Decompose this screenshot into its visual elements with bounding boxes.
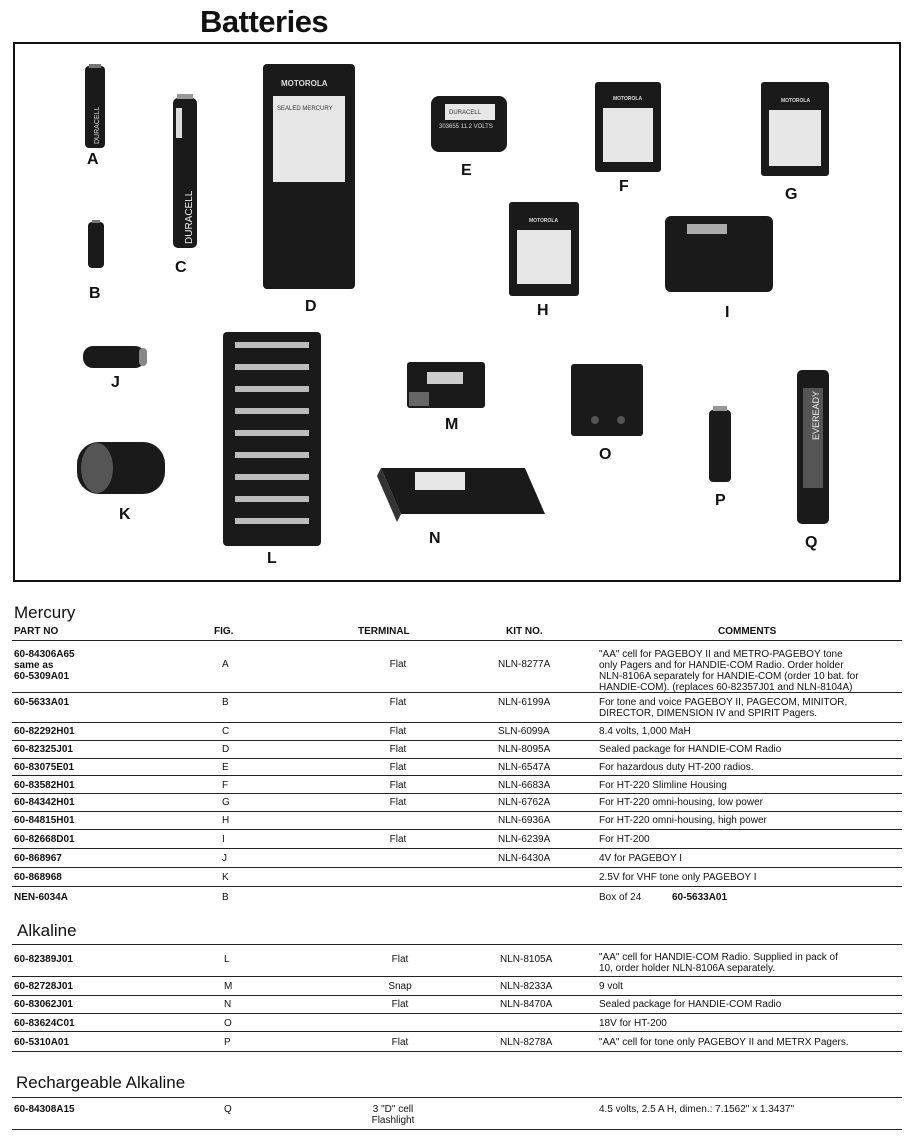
- cell-kit: NLN-6199A: [498, 697, 551, 708]
- battery-l: [223, 332, 321, 546]
- cell-part: 60-82389J01: [14, 954, 73, 965]
- cell-kit: NLN-6239A: [498, 834, 551, 845]
- battery-i: [665, 216, 773, 292]
- cell-fig: B: [222, 697, 229, 708]
- row-rule: [12, 829, 902, 830]
- cell-fig: B: [222, 892, 229, 903]
- row-rule: [12, 867, 902, 868]
- cell-terminal: Flat: [389, 659, 407, 670]
- cell-fig: J: [222, 853, 227, 864]
- cell-fig: E: [222, 762, 229, 773]
- cell-terminal: Flat: [391, 954, 409, 965]
- fig-label-f: F: [619, 178, 629, 195]
- cell-terminal: Flat: [389, 780, 407, 791]
- cell-fig: P: [224, 1037, 231, 1048]
- battery-photo-panel: [13, 42, 901, 582]
- cell-part: 60-83075E01: [14, 762, 75, 773]
- cell-kit: NLN-6547A: [498, 762, 551, 773]
- cell-terminal: 3 "D" cell Flashlight: [371, 1104, 415, 1126]
- fig-label-k: K: [119, 506, 131, 523]
- cell-part: 60-83624C01: [14, 1018, 75, 1029]
- col-header-kit-no: KIT NO.: [506, 626, 543, 637]
- cell-fig: N: [224, 999, 232, 1010]
- cell-part: 60-5310A01: [14, 1037, 70, 1048]
- fig-label-h: H: [537, 302, 549, 319]
- row-rule: [12, 886, 902, 887]
- cell-comments: For hazardous duty HT-200 radios.: [599, 762, 754, 773]
- row-rule: [12, 740, 902, 741]
- cell-kit: NLN-6762A: [498, 797, 551, 808]
- fig-label-d: D: [305, 298, 317, 315]
- cell-terminal: Flat: [389, 762, 407, 773]
- fig-label-j: J: [111, 374, 120, 391]
- section-rule: [12, 944, 902, 945]
- cell-part: 60-82325J01: [14, 744, 73, 755]
- row-rule: [12, 775, 902, 776]
- cell-part: 60-868967: [14, 853, 62, 864]
- battery-d-brand: MOTOROLA: [281, 79, 328, 88]
- fig-label-n: N: [429, 530, 441, 547]
- cell-kit: NLN-8470A: [500, 999, 553, 1010]
- cell-comments: 4V for PAGEBOY I: [599, 853, 682, 864]
- cell-comments: 9 volt: [599, 981, 623, 992]
- cell-kit: NLN-8105A: [500, 954, 553, 965]
- cell-part: 60-5633A01: [14, 697, 70, 708]
- cell-terminal: Flat: [391, 999, 409, 1010]
- battery-f: [595, 82, 661, 172]
- battery-n: [377, 468, 545, 522]
- cell-fig: A: [222, 659, 229, 670]
- col-header-part-no: PART NO: [14, 626, 59, 637]
- col-header-comments: COMMENTS: [718, 626, 777, 637]
- cell-part: 60-84308A15: [14, 1104, 75, 1115]
- battery-q-brand: EVEREADY: [811, 390, 821, 440]
- row-rule: [12, 811, 902, 812]
- cell-comments: "AA" cell for HANDIE-COM Radio. Supplied in pack of 10, order holder NLN-8106A separately.: [599, 952, 838, 974]
- cell-terminal: Snap: [388, 981, 412, 992]
- row-rule: [12, 722, 902, 723]
- cell-fig: C: [222, 726, 230, 737]
- battery-a: [85, 64, 105, 148]
- cell-comments: "AA" cell for PAGEBOY II and METRO-PAGEBOY tone only Pagers and for HANDIE-COM Radio. Order holder NLN-8106A separately for HANDIE-COM (order 10 bat. for HANDIE-COM). (replaces 60-82357J01 and NLN-8104A): [599, 649, 859, 693]
- cell-terminal: Flat: [389, 834, 407, 845]
- fig-label-p: P: [715, 492, 726, 509]
- row-rule: [12, 995, 902, 996]
- cell-part: NEN-6034A: [14, 892, 68, 903]
- cell-comments: 8.4 volts, 1,000 MaH: [599, 726, 691, 737]
- battery-h-brand: MOTOROLA: [529, 218, 559, 224]
- row-rule: [12, 1129, 902, 1130]
- battery-g: [761, 82, 829, 176]
- cell-fig: L: [224, 954, 230, 965]
- cell-terminal: Flat: [389, 797, 407, 808]
- cell-part: 60-84342H01: [14, 797, 75, 808]
- cell-comments: 2.5V for VHF tone only PAGEBOY I: [599, 872, 757, 883]
- fig-label-q: Q: [805, 534, 818, 551]
- cell-part: 60-84815H01: [14, 815, 75, 826]
- fig-label-a: A: [87, 151, 99, 168]
- cell-part: 60-82728J01: [14, 981, 73, 992]
- battery-d: [263, 64, 355, 289]
- row-rule: [12, 976, 902, 977]
- cell-comments: 18V for HT-200: [599, 1018, 667, 1029]
- fig-label-g: G: [785, 186, 798, 203]
- col-header-terminal: TERMINAL: [358, 626, 410, 637]
- section-title-rechargeable-alkaline: Rechargeable Alkaline: [16, 1073, 186, 1092]
- cell-comments: Sealed package for HANDIE-COM Radio: [599, 744, 782, 755]
- battery-e: [431, 96, 507, 152]
- battery-c: [173, 94, 197, 248]
- cell-kit: SLN-6099A: [498, 726, 550, 737]
- col-header-fig: FIG.: [214, 626, 234, 637]
- cell-comments: Box of 24: [599, 892, 642, 903]
- row-rule: [12, 1051, 902, 1052]
- battery-p: [709, 406, 731, 482]
- cell-terminal: Flat: [389, 744, 407, 755]
- fig-label-m: M: [445, 416, 459, 433]
- fig-label-o: O: [599, 446, 612, 463]
- cell-part: 60-82292H01: [14, 726, 75, 737]
- cell-kit: NLN-8233A: [500, 981, 553, 992]
- row-rule: [12, 793, 902, 794]
- cell-fig: H: [222, 815, 230, 826]
- cell-terminal: Flat: [389, 697, 407, 708]
- row-rule: [12, 1031, 902, 1032]
- cell-fig: I: [222, 834, 225, 845]
- fig-label-i: I: [725, 304, 730, 321]
- battery-d-label: SEALED MERCURY: [277, 106, 333, 112]
- cell-terminal: Flat: [389, 726, 407, 737]
- fig-label-c: C: [175, 259, 187, 276]
- cell-comments-part-ref: 60-5633A01: [672, 892, 728, 903]
- battery-e-brand: DURACELL: [449, 110, 482, 116]
- row-rule: [12, 692, 902, 693]
- cell-kit: NLN-6683A: [498, 780, 551, 791]
- cell-kit: NLN-8278A: [500, 1037, 553, 1048]
- cell-comments: "AA" cell for tone only PAGEBOY II and METRX Pagers.: [599, 1037, 849, 1048]
- row-rule: [12, 758, 902, 759]
- battery-o: [571, 364, 643, 436]
- cell-fig: O: [224, 1018, 232, 1029]
- row-rule: [12, 848, 902, 849]
- cell-fig: F: [222, 780, 229, 791]
- cell-part: 60-868968: [14, 872, 62, 883]
- battery-k: [77, 442, 165, 494]
- cell-part: 60-83062J01: [14, 999, 73, 1010]
- cell-fig: K: [222, 872, 229, 883]
- battery-c-brand: DURACELL: [184, 190, 195, 244]
- row-rule: [12, 1013, 902, 1014]
- cell-part: 60-82668D01: [14, 834, 75, 845]
- fig-label-l: L: [267, 550, 277, 567]
- battery-a-brand: DURACELL: [94, 106, 101, 144]
- section-title-mercury: Mercury: [14, 603, 76, 622]
- battery-j: [83, 346, 147, 368]
- cell-kit: NLN-8277A: [498, 659, 551, 670]
- battery-f-brand: MOTOROLA: [613, 96, 643, 102]
- fig-label-b: B: [89, 285, 101, 302]
- battery-illustrations: [15, 44, 899, 580]
- header-rule: [12, 640, 902, 641]
- cell-fig: M: [224, 981, 233, 992]
- cell-part: 60-84306A65 same as 60-5309A01: [14, 649, 75, 682]
- cell-comments: For tone and voice PAGEBOY II, PAGECOM, MINITOR, DIRECTOR, DIMENSION IV and SPIRIT Pagers.: [599, 697, 848, 719]
- cell-kit: NLN-6430A: [498, 853, 551, 864]
- cell-fig: D: [222, 744, 230, 755]
- page-title: Batteries: [200, 4, 329, 39]
- cell-comments: For HT-220 omni-housing, low power: [599, 797, 763, 808]
- battery-g-brand: MOTOROLA: [781, 98, 811, 104]
- battery-b: [88, 220, 104, 268]
- cell-comments: For HT-200: [599, 834, 650, 845]
- fig-label-e: E: [461, 162, 472, 179]
- section-rule: [12, 1097, 902, 1098]
- cell-part: 60-83582H01: [14, 780, 75, 791]
- cell-comments: Sealed package for HANDIE-COM Radio: [599, 999, 782, 1010]
- battery-q: [797, 370, 829, 524]
- cell-comments: For HT-220 Slimline Housing: [599, 780, 727, 791]
- cell-fig: G: [222, 797, 230, 808]
- section-title-alkaline: Alkaline: [17, 921, 77, 940]
- cell-kit: NLN-8095A: [498, 744, 551, 755]
- cell-terminal: Flat: [391, 1037, 409, 1048]
- cell-kit: NLN-6936A: [498, 815, 551, 826]
- battery-m: [407, 362, 485, 408]
- cell-comments: 4.5 volts, 2.5 A H, dimen.: 7.1562" x 1.3437": [599, 1104, 794, 1115]
- cell-comments: For HT-220 omni-housing, high power: [599, 815, 767, 826]
- battery-e-voltage: 303655 11.2 VOLTS: [439, 124, 493, 130]
- battery-h: [509, 202, 579, 296]
- cell-fig: Q: [224, 1104, 232, 1115]
